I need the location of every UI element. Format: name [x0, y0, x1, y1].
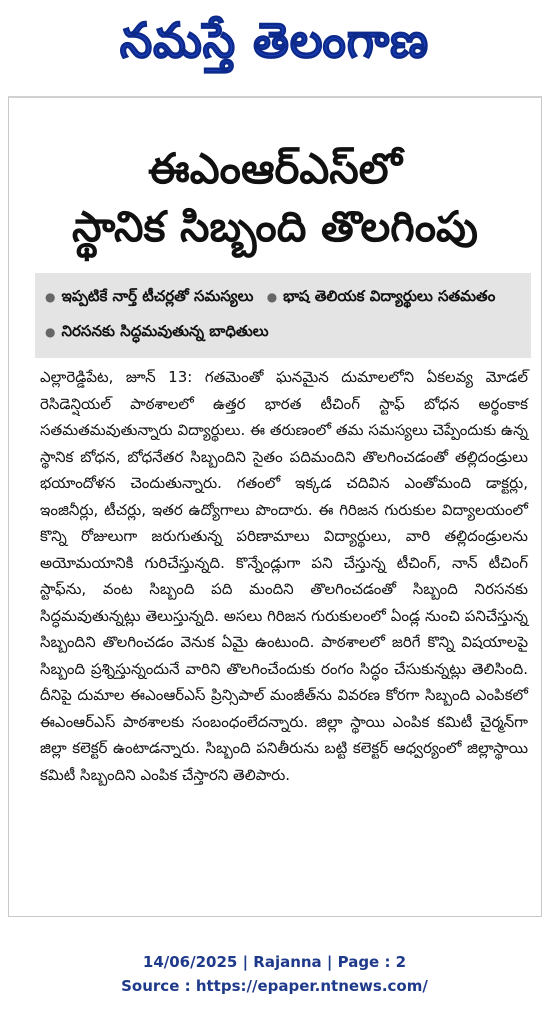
bullet-icon: ●: [45, 325, 56, 339]
article-deck: [35, 273, 531, 358]
newspaper-logo: నమస్తే తెలంగాణ: [119, 11, 430, 69]
deck-item-2: భాష తెలియక విద్యార్థులు సతమతం: [283, 287, 496, 305]
source-link[interactable]: Source : https://epaper.ntnews.com/: [121, 977, 428, 995]
deck-row-2: [45, 314, 521, 349]
masthead: [0, 0, 549, 82]
headline-line-2: స్థానిక సిబ్బంది తొలగింపు: [72, 202, 478, 251]
bullet-icon: ●: [266, 290, 278, 304]
deck-row-1: [45, 279, 521, 314]
headline-line-1: ఈఎంఆర్ఎస్‌లో: [148, 144, 402, 193]
article-headline: [20, 140, 530, 256]
deck-item-1: ఇప్పటికే నార్త్ టీచర్లతో సమస్యలు: [61, 287, 254, 305]
edition-info: 14/06/2025 | Rajanna | Page : 2: [142, 953, 407, 971]
deck-item-3: నిరసనకు సిద్ధమవుతున్న బాధితులు: [61, 322, 269, 340]
bullet-icon: ●: [45, 290, 56, 304]
page-footer: [0, 950, 549, 998]
article-body: ఎల్లారెడ్డిపేట, జూన్ 13: గతమెంతో ఘనమైన దుమాలలోని ఏకలవ్య మోడల్ రెసిడెన్షియల్ పాఠశాలలో ఉత్తర భారత టీచింగ్ స్టాఫ్ బోధన అర్థంకాక సతమతమవుతున్నారు విద్యార్థులు. ఈ తరుణంలో తమ సమస్యలు చెప్పేందుకు ఉన్న స్థానిక బోధన, బోధనేతర సిబ్బందిని సైతం పదిమందిని తొలగించడంతో తల్లిదండ్రులు భయాందోళన చెందుతున్నారు. గతంలో ఇక్కడ చదివిన ఎంతోమంది డాక్టర్లు, ఇంజినీర్లు, టీచర్లు, ఇతర ఉద్యోగాలు పొందారు. ఈ గిరిజన గురుకుల విద్యాలయంలో కొన్ని రోజులుగా జరుగుతున్న పరిణామాలు విద్యార్థులు, వారి తల్లిదండ్రులను అయోమయానికి గురిచేస్తున్నది. కొన్నేండ్లుగా పని చేస్తున్న టీచింగ్, నాన్ టీచింగ్ స్టాఫ్‌ను, వంట సిబ్బంది పది మందిని తొలగించడంతో సిబ్బంది నిరసనకు సిద్ధమవుతున్నట్లు తెలుస్తున్నది. అసలు గిరిజన గురుకులంలో ఏండ్ల నుంచి పనిచేస్తున్న సిబ్బందిని తొలగించడం వెనుక ఏమై ఉంటుంది. పాఠశాలలో జరిగే కొన్ని విషయాలపై సిబ్బంది ప్రశ్నిస్తున్నందునే వారిని తొలగించేందుకు రంగం సిద్ధం చేసుకున్నట్లు తెలిసింది. దీనిపై దుమాల ఈఎంఆర్ఎస్ ప్రిన్సిపాల్ మంజీత్‌ను వివరణ కోరగా సిబ్బంది ఎంపికలో ఈఎంఆర్ఎస్ పాఠశాలకు సంబంధంలేదన్నారు. జిల్లా స్థాయి ఎంపిక కమిటీ చైర్మన్‌గా జిల్లా కలెక్టర్ ఉంటాడన్నారు. సిబ్బంది పనితీరును బట్టి కలెక్టర్ ఆధ్వర్యంలో జిల్లాస్థాయి కమిటీ సిబ్బందిని ఎంపిక చేస్తారని తెలిపారు.: [40, 368, 528, 784]
